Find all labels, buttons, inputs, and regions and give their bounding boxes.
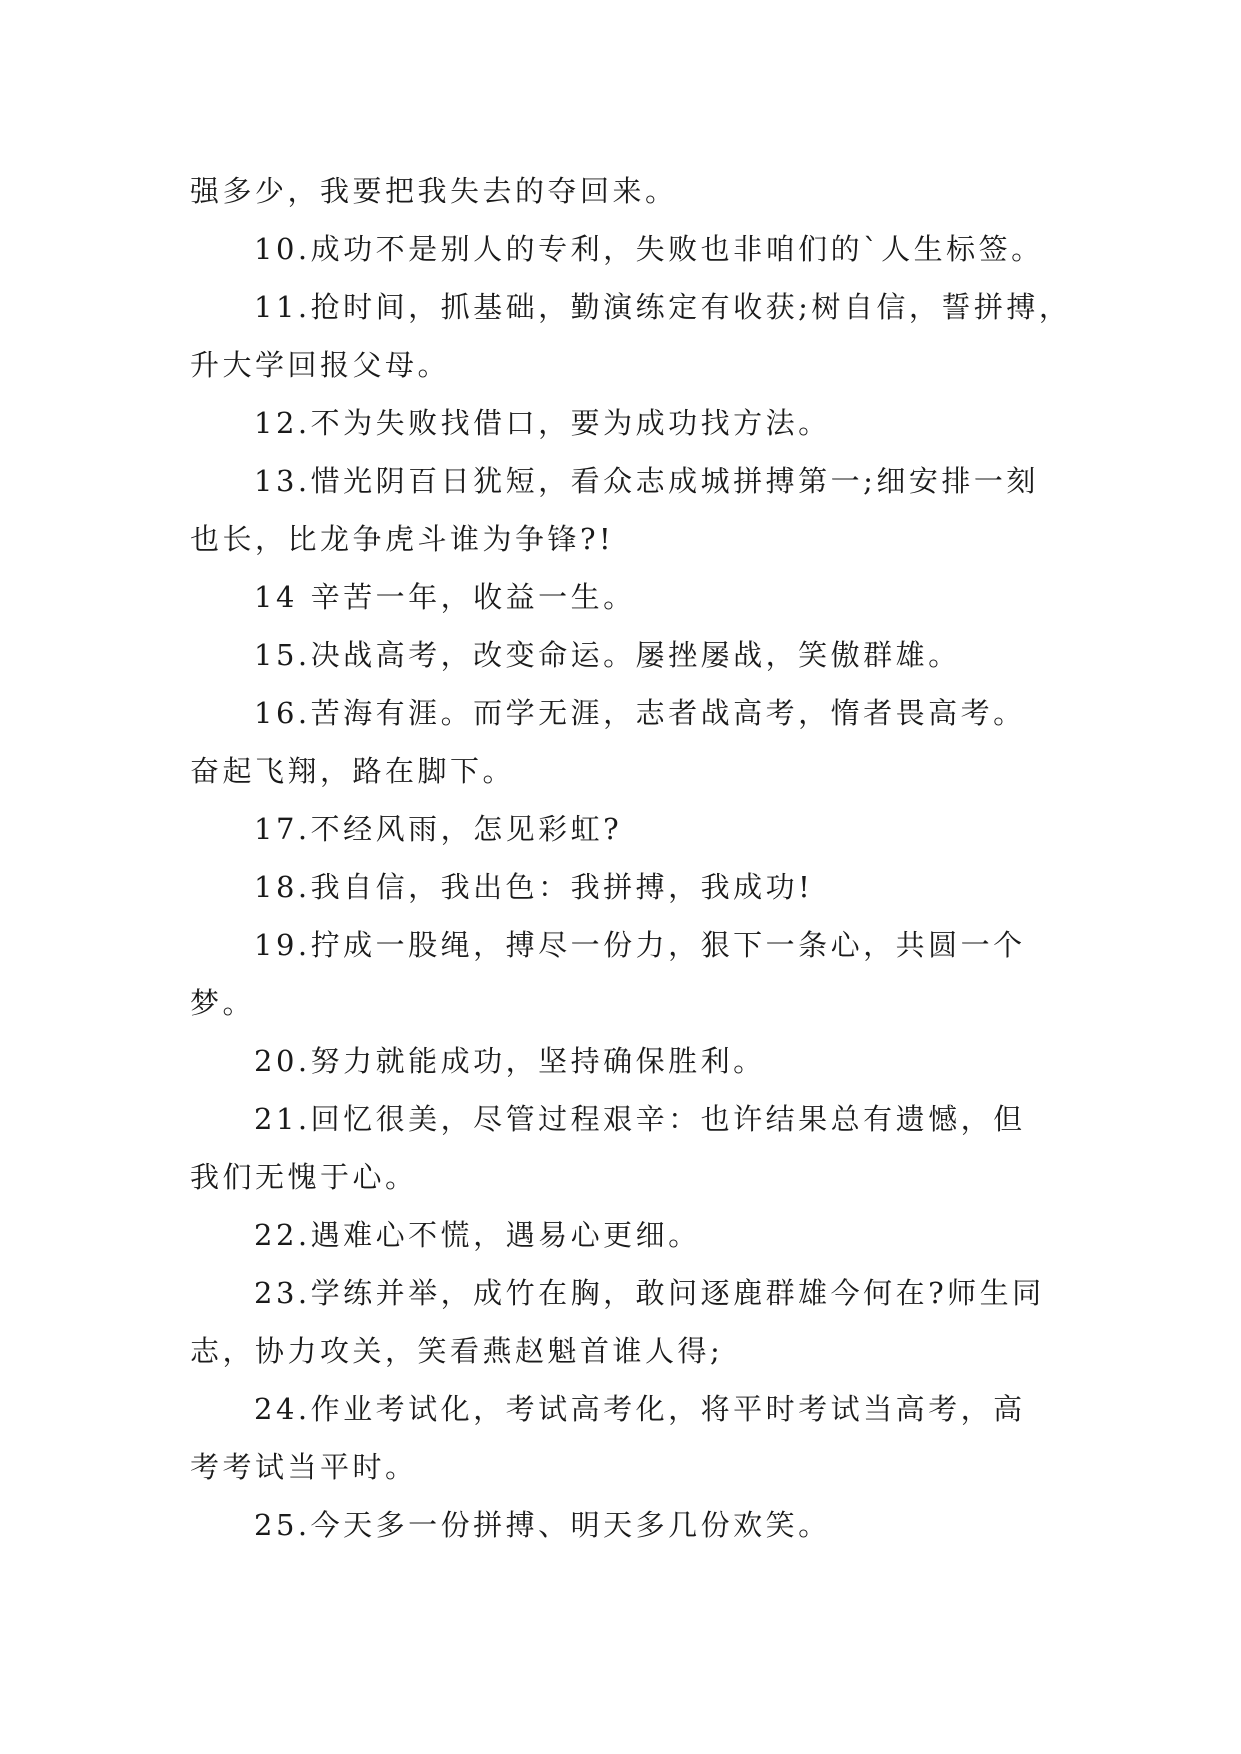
text-line: 20.努力就能成功，坚持确保胜利。	[254, 1044, 766, 1078]
text-line: 13.惜光阴百日犹短，看众志成城拼搏第一;细安排一刻	[254, 464, 1039, 498]
text-line: 考考试当平时。	[190, 1450, 418, 1484]
text-line: 11.抢时间，抓基础，勤演练定有收获;树自信，誓拼搏，	[254, 290, 1072, 324]
text-line: 奋起飞翔，路在脚下。	[190, 754, 516, 788]
text-line: 10.成功不是别人的专利，失败也非咱们的`人生标签。	[254, 232, 1044, 266]
text-line: 也长，比龙争虎斗谁为争锋?!	[190, 522, 615, 556]
text-line: 志，协力攻关，笑看燕赵魁首谁人得;	[190, 1334, 724, 1368]
text-line: 21.回忆很美，尽管过程艰辛：也许结果总有遗憾，但	[254, 1102, 1026, 1136]
text-line: 24.作业考试化，考试高考化，将平时考试当高考，高	[254, 1392, 1026, 1426]
text-line: 强多少，我要把我失去的夺回来。	[190, 174, 678, 208]
text-line: 15.决战高考，改变命运。屡挫屡战，笑傲群雄。	[254, 638, 961, 672]
text-line: 17.不经风雨，怎见彩虹?	[254, 812, 623, 846]
text-line: 18.我自信，我出色：我拼搏，我成功!	[254, 870, 814, 904]
text-line: 23.学练并举，成竹在胸，敢问逐鹿群雄今何在?师生同	[254, 1276, 1045, 1310]
text-line: 12.不为失败找借口，要为成功找方法。	[254, 406, 831, 440]
text-line: 25.今天多一份拼搏、明天多几份欢笑。	[254, 1508, 831, 1542]
text-line: 16.苦海有涯。而学无涯，志者战高考，惰者畏高考。	[254, 696, 1026, 730]
text-line: 升大学回报父母。	[190, 348, 451, 382]
text-line: 22.遇难心不慌，遇易心更细。	[254, 1218, 701, 1252]
document-page	[190, 162, 1070, 1554]
text-line: 梦。	[190, 986, 256, 1020]
text-line: 14 辛苦一年，收益一生。	[254, 580, 636, 614]
text-line: 19.拧成一股绳，搏尽一份力，狠下一条心，共圆一个	[254, 928, 1026, 962]
text-line: 我们无愧于心。	[190, 1160, 418, 1194]
